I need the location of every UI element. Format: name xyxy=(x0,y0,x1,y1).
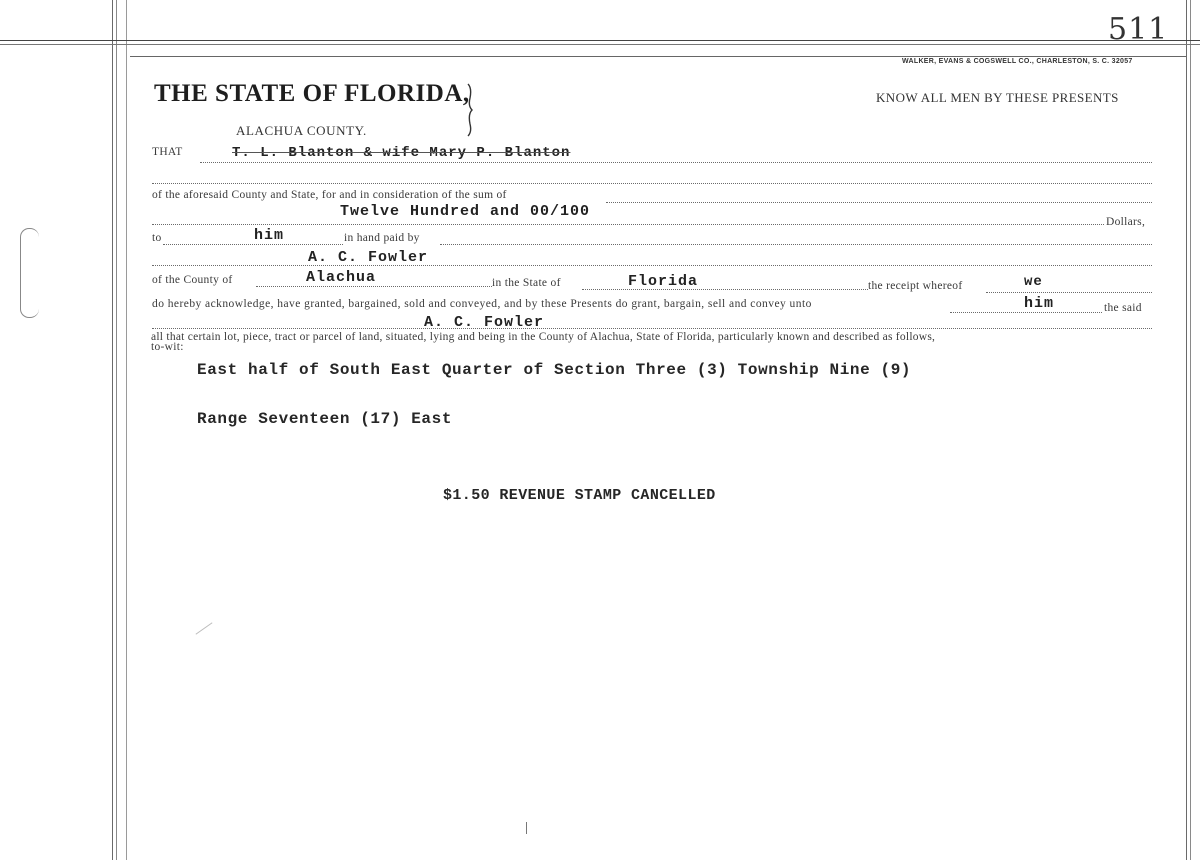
receipt-party-value: we xyxy=(1024,274,1043,290)
receipt-label: the receipt whereof xyxy=(868,280,963,292)
that-line xyxy=(200,162,1152,163)
binder-hole xyxy=(20,228,39,318)
sum-line xyxy=(152,224,1104,225)
to-line xyxy=(163,244,343,245)
blank-line-1 xyxy=(152,183,1152,184)
aforesaid-label: of the aforesaid County and State, for and in consideration of the sum of xyxy=(152,189,507,201)
paid-by-line-2 xyxy=(152,265,1152,266)
know-all-men: KNOW ALL MEN BY THESE PRESENTS xyxy=(876,90,1119,105)
right-margin-line-2 xyxy=(1190,0,1191,860)
top-rule xyxy=(0,40,1200,41)
to-label: to xyxy=(152,232,162,244)
to-wit-label: to-wit: xyxy=(151,341,184,353)
right-margin-line xyxy=(1186,0,1187,860)
dollars-label: Dollars, xyxy=(1106,216,1146,228)
state-value: Florida xyxy=(628,273,699,290)
grantors-value: T. L. Blanton & wife Mary P. Blanton xyxy=(232,145,571,161)
convey-unto-value: him xyxy=(1024,295,1055,312)
to-whom-value: him xyxy=(254,227,285,244)
the-said-label: the said xyxy=(1104,302,1142,314)
the-said-name-value: A. C. Fowler xyxy=(424,314,545,331)
sum-value: Twelve Hundred and 00/100 xyxy=(340,203,591,220)
in-hand-paid-by-label: in hand paid by xyxy=(344,232,420,244)
stray-mark-2 xyxy=(196,622,213,634)
top-rule-2 xyxy=(0,44,1200,45)
receipt-line xyxy=(986,292,1152,293)
brace-mark xyxy=(462,82,476,138)
left-margin-line-2 xyxy=(116,0,117,860)
printer-imprint: WALKER, EVANS & COGSWELL CO., CHARLESTON, S. C. 32057 xyxy=(902,58,1133,65)
left-margin-line-3 xyxy=(126,0,127,860)
paid-by-line xyxy=(440,244,1152,245)
county-line xyxy=(256,286,492,287)
paid-by-value: A. C. Fowler xyxy=(308,249,429,266)
stray-mark xyxy=(526,822,527,834)
that-label: THAT xyxy=(152,146,183,158)
page-number: 511 xyxy=(1108,12,1169,47)
aforesaid-line xyxy=(606,202,1152,203)
all-that-certain-label: all that certain lot, piece, tract or parcel of land, situated, lying and being in the County of Alachua, State of Florida, particularly known and described as follows, xyxy=(151,331,936,343)
unto-line xyxy=(950,312,1102,313)
state-heading: THE STATE OF FLORIDA, xyxy=(154,80,470,107)
said-name-line xyxy=(152,328,1152,329)
imprint-rule xyxy=(130,56,1186,57)
in-state-label: in the State of xyxy=(492,277,561,289)
left-margin-line xyxy=(112,0,113,860)
county-heading: ALACHUA COUNTY. xyxy=(236,123,367,138)
county-value: Alachua xyxy=(306,269,377,286)
of-county-label: of the County of xyxy=(152,274,233,286)
description-line-2: Range Seventeen (17) East xyxy=(197,410,453,428)
state-line xyxy=(582,289,868,290)
revenue-stamp-note: $1.50 REVENUE STAMP CANCELLED xyxy=(443,487,716,504)
acknowledge-label: do hereby acknowledge, have granted, bargained, sold and conveyed, and by these Presents do grant, bargain, sell and convey unto xyxy=(152,298,812,310)
description-line-1: East half of South East Quarter of Section Three (3) Township Nine (9) xyxy=(197,361,912,379)
